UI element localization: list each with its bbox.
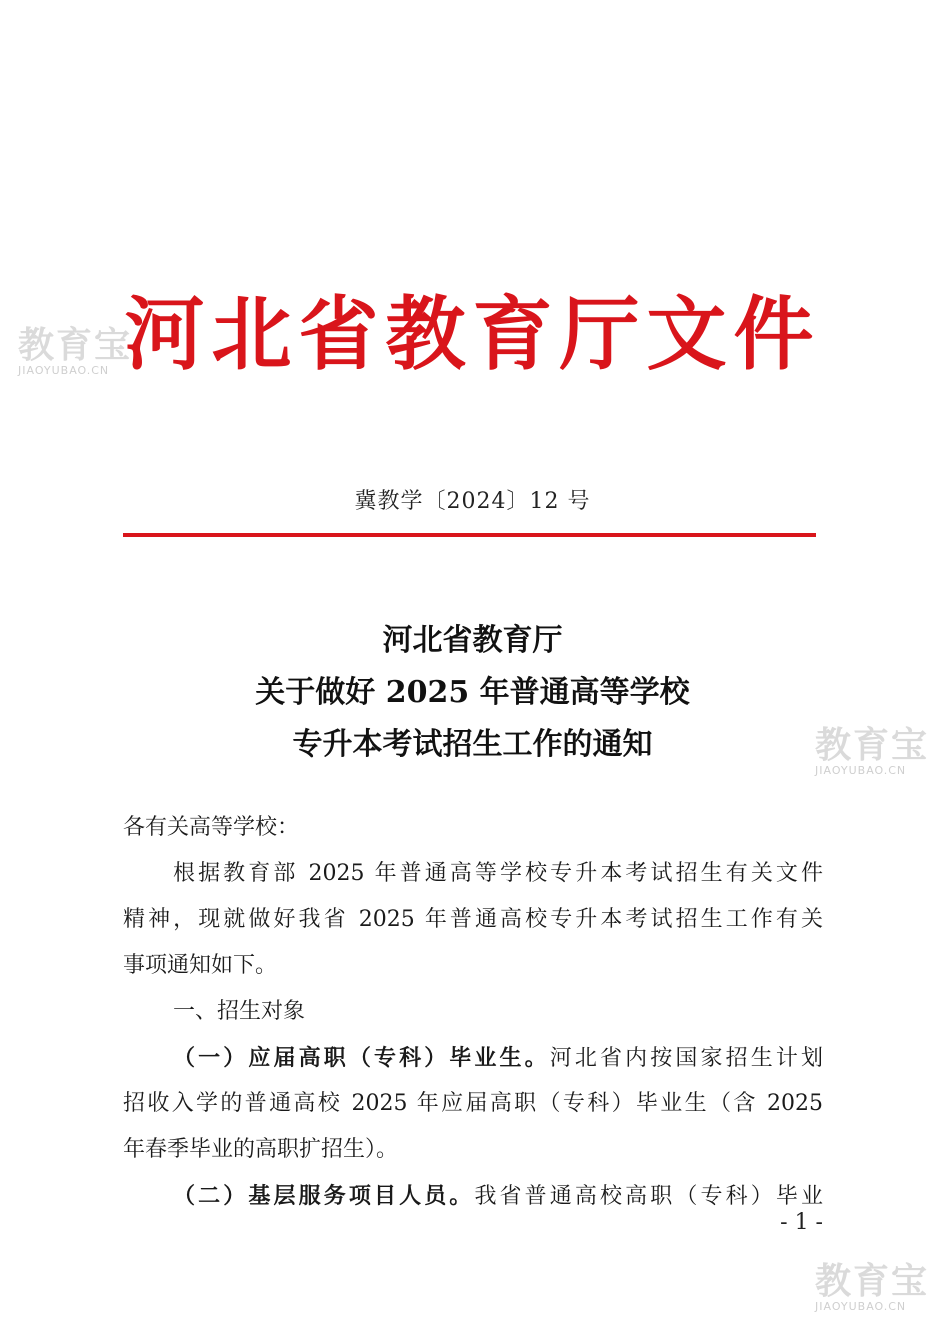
intro-line-1: 根据教育部 2025 年普通高等学校专升本考试招生有关文件	[173, 861, 823, 886]
section-heading: 一、招生对象	[173, 999, 306, 1024]
document-body	[123, 805, 823, 1219]
watermark-text-cn: 教育宝	[815, 725, 930, 766]
title-line-2: 关于做好 2025 年普通高等学校	[255, 675, 690, 710]
salutation: 各有关高等学校：	[123, 815, 300, 840]
intro-line-2: 精神，现就做好我省 2025 年普通高校专升本考试招生工作有关	[123, 907, 823, 932]
watermark-text-cn: 教育宝	[18, 325, 133, 366]
item2-line-1-text: 我省普通高校高职（专科）毕业	[474, 1184, 823, 1209]
notice-title	[0, 615, 945, 771]
title-line-3: 专升本考试招生工作的通知	[292, 727, 653, 762]
watermark-text-en: JIAOYUBAO.CN	[18, 364, 110, 377]
watermark-text-en: JIAOYUBAO.CN	[815, 764, 907, 777]
watermark-logo	[815, 1262, 945, 1313]
intro-line-3: 事项通知如下。	[123, 953, 278, 978]
item2-lead: （二）基层服务项目人员。	[173, 1183, 475, 1209]
title-line-1: 河北省教育厅	[382, 623, 563, 658]
page-number: - 1 -	[780, 1210, 823, 1235]
masthead-title: 河北省教育厅文件	[124, 287, 821, 381]
item1-lead: （一）应届高职（专科）毕业生。	[173, 1045, 550, 1071]
watermark-text-cn: 教育宝	[815, 1261, 930, 1302]
red-divider-line	[123, 533, 816, 537]
item1-line-2: 招收入学的普通高校 2025 年应届高职（专科）毕业生（含 2025	[123, 1091, 823, 1116]
item1-line-1-text: 河北省内按国家招生计划	[549, 1046, 823, 1071]
watermark-text-en: JIAOYUBAO.CN	[815, 1300, 907, 1313]
item1-line-3: 年春季毕业的高职扩招生）。	[123, 1137, 399, 1162]
document-number: 冀教学〔2024〕12 号	[354, 489, 591, 514]
item1-line-1	[123, 1035, 823, 1081]
